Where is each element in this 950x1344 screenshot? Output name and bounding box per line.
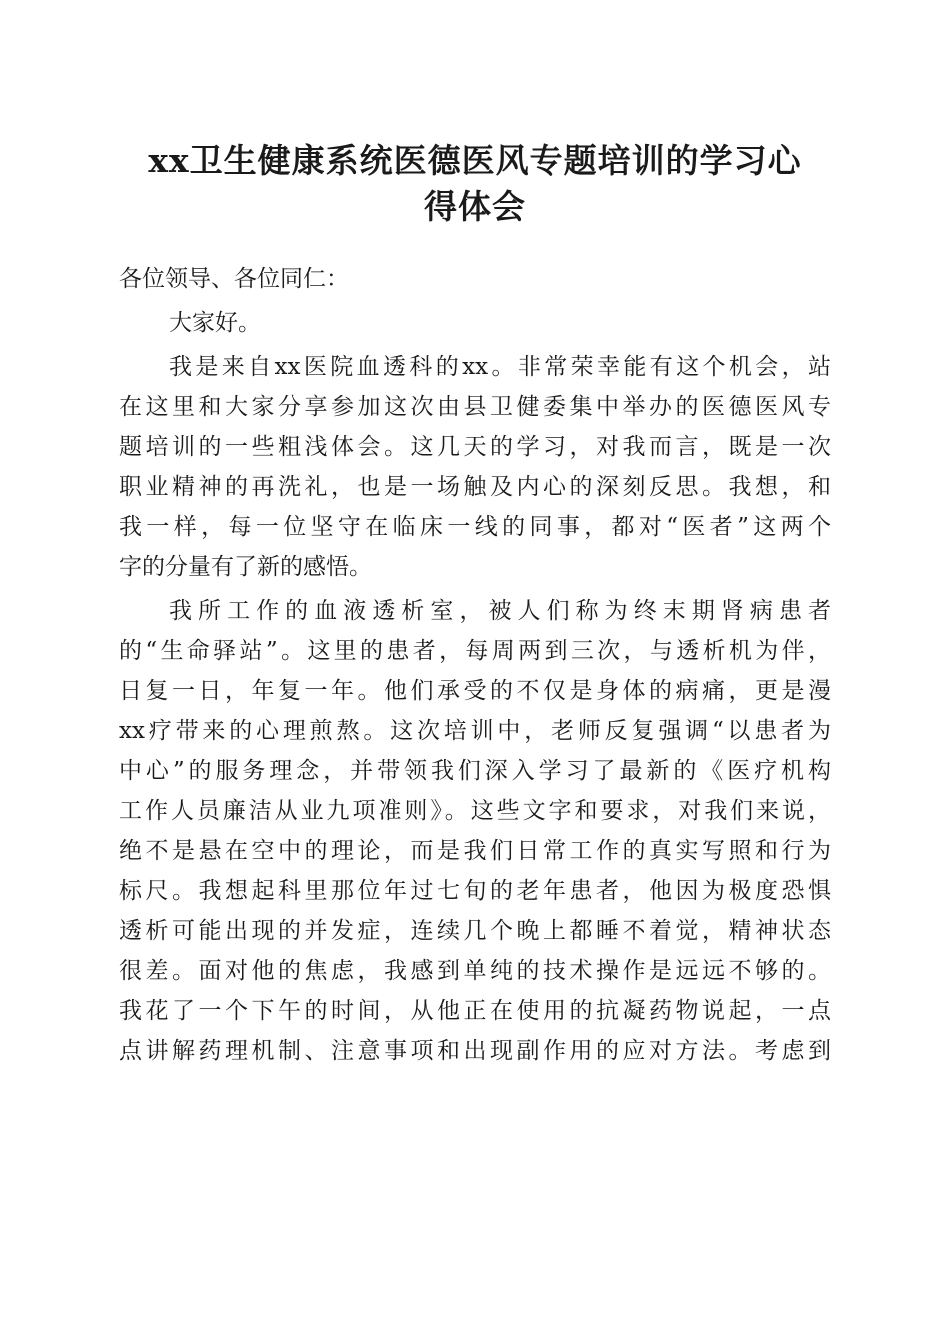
text-line: 职业精神的再洗礼，也是一场触及内心的深刻反思。我想，和 [119, 474, 831, 500]
salutation: 各位领导、各位同仁： [119, 266, 349, 292]
text-line: 标尺。我想起科里那位年过七旬的老年患者，他因为极度恐惧 [119, 878, 831, 904]
text-line: 我一样，每一位坚守在临床一线的同事，都对“医者”这两个 [119, 514, 831, 540]
title-line: 得体会 [424, 187, 526, 226]
text-line: 我是来自xx医院血透科的xx。非常荣幸能有这个机会，站 [169, 354, 831, 380]
text-line: 大家好。 [169, 310, 261, 336]
document-body [119, 259, 831, 1071]
document-title [110, 138, 840, 230]
text-line: 的“生命驿站”。这里的患者，每周两到三次，与透析机为伴， [119, 638, 831, 664]
title-line: xx卫生健康系统医德医风专题培训的学习心 [148, 141, 802, 180]
text-line: 字的分量有了新的感悟。 [119, 554, 372, 580]
text-line: 很差。面对他的焦虑，我感到单纯的技术操作是远远不够的。 [119, 958, 831, 984]
text-line: 我花了一个下午的时间，从他正在使用的抗凝药物说起，一点 [119, 998, 831, 1024]
text-line: 工作人员廉洁从业九项准则》。这些文字和要求，对我们来说， [119, 798, 831, 824]
text-line: 在这里和大家分享参加这次由县卫健委集中举办的医德医风专 [119, 394, 831, 420]
paragraph-introduction [119, 347, 831, 587]
paragraph-dialysis [119, 591, 831, 1071]
text-line: 中心”的服务理念，并带领我们深入学习了最新的《医疗机构 [119, 758, 831, 784]
text-line: 透析可能出现的并发症，连续几个晚上都睡不着觉，精神状态 [119, 918, 831, 944]
greeting-paragraph [119, 303, 831, 343]
text-line: 我所工作的血液透析室，被人们称为终末期肾病患者 [169, 598, 831, 624]
text-line: 日复一日，年复一年。他们承受的不仅是身体的病痛，更是漫 [119, 678, 831, 704]
text-line: 题培训的一些粗浅体会。这几天的学习，对我而言，既是一次 [119, 434, 831, 460]
text-line: 绝不是悬在空中的理论，而是我们日常工作的真实写照和行为 [119, 838, 831, 864]
text-line: 点讲解药理机制、注意事项和出现副作用的应对方法。考虑到 [119, 1038, 831, 1064]
text-line: xx疗带来的心理煎熬。这次培训中，老师反复强调“以患者为 [119, 718, 831, 744]
